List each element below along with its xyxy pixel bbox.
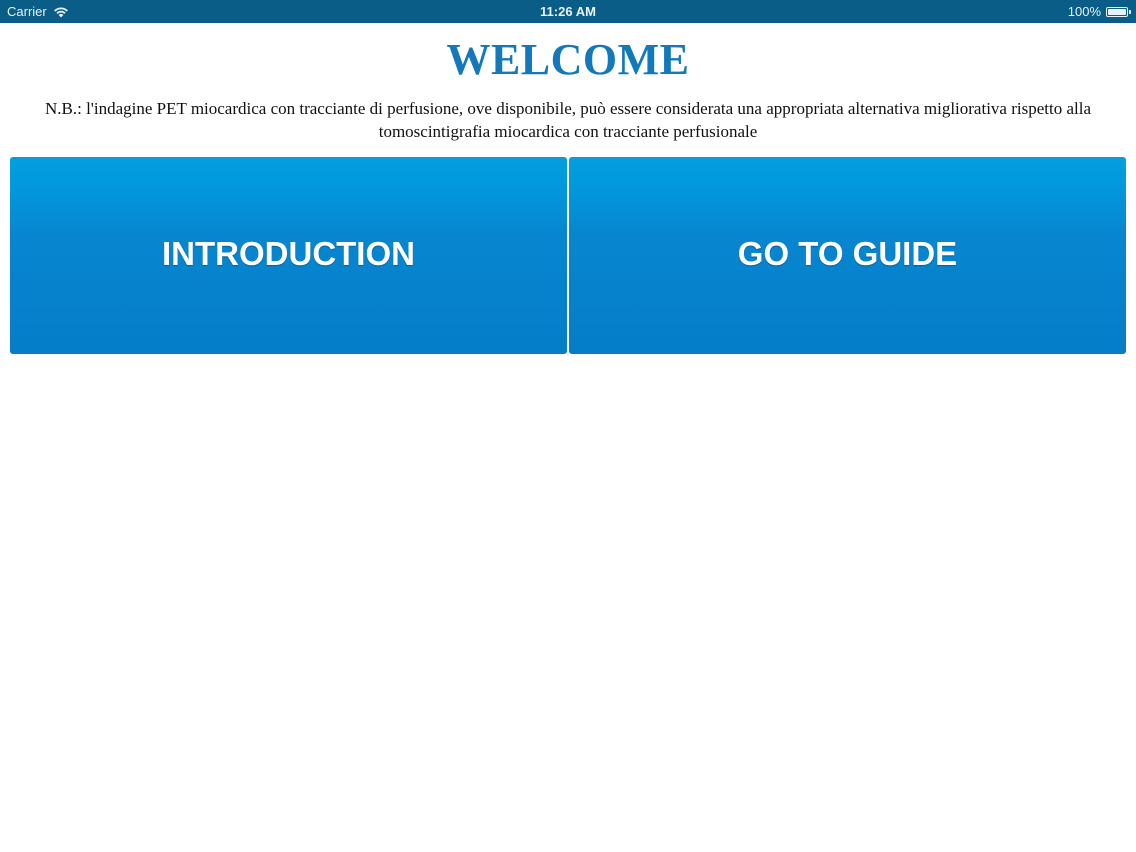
main-buttons	[10, 157, 1126, 354]
status-right	[1068, 4, 1128, 19]
status-time: 11:26 AM	[540, 4, 596, 19]
battery-icon	[1106, 7, 1128, 17]
introduction-button[interactable]: INTRODUCTION	[10, 157, 567, 354]
battery-fill	[1108, 9, 1126, 15]
battery-tip	[1129, 10, 1131, 14]
status-bar	[0, 0, 1136, 23]
page-title: WELCOME	[446, 35, 690, 84]
go-to-guide-button[interactable]: GO TO GUIDE	[569, 157, 1126, 354]
battery-percent: 100%	[1067, 4, 1101, 19]
note-text: N.B.: l'indagine PET miocardica con tracciante di perfusione, ove disponibile, può essere considerata una appropriata alternativa migliorativa rispetto alla tomoscintigrafia miocardica con tracciante perfusionale	[44, 99, 1091, 141]
carrier-label: Carrier	[7, 4, 47, 19]
